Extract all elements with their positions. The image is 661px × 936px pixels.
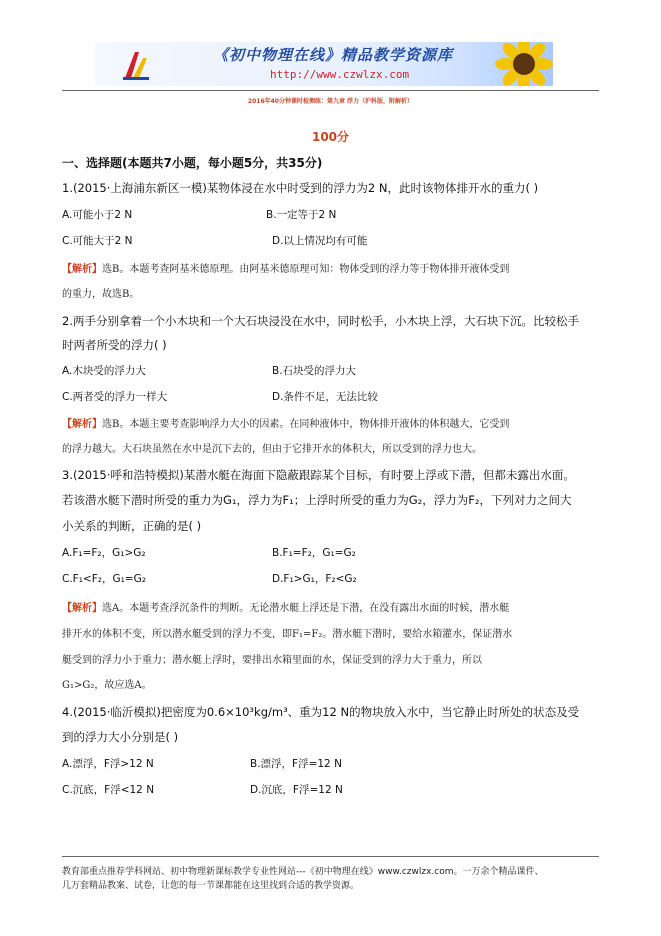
sunflower-icon: [493, 42, 553, 86]
section-heading: 一、选择题(本题共7小题，每小题5分，共35分): [62, 156, 323, 170]
q3-stem-line3: 小关系的判断，正确的是( ): [62, 519, 202, 533]
q3-analysis-line2: 排开水的体积不变，所以潜水艇受到的浮力不变，即F₁=F₂。潜水艇下潜时，要给水箱灌水，保证潜水: [62, 629, 513, 640]
q3-analysis-line4: G₁>G₂，故应选A。: [62, 680, 152, 691]
q4-option-d: D.沉底，F浮=12 N: [250, 784, 343, 796]
footer-line2: 几万套精品教案、试卷，让您的每一节课都能在这里找到合适的教学资源。: [62, 881, 360, 891]
q1-option-c: C.可能大于2 N: [62, 235, 133, 247]
q2-analysis-line1: 【解析】选B。本题主要考查影响浮力大小的因素。在同种液体中，物体排开液体的体积越大，它受到: [62, 419, 510, 430]
q4-stem-line1: 4.(2015·临沂模拟)把密度为0.6×10³kg/m³、重为12 N的物块放入水中，当它静止时所处的状态及受: [62, 705, 580, 719]
q2-option-c: C.两者受的浮力一样大: [62, 391, 168, 403]
footer-rule: [62, 856, 599, 857]
q2-option-d: D.条件不足，无法比较: [272, 391, 378, 403]
q1-analysis-line1: 【解析】选B。本题考查阿基米德原理。由阿基米德原理可知：物体受到的浮力等于物体排开液体受到: [62, 264, 510, 275]
q3-analysis-line3: 艇受到的浮力小于重力；潜水艇上浮时，要排出水箱里面的水，保证受到的浮力大于重力，所以: [62, 655, 482, 666]
q3-stem-line2: 若该潜水艇下潜时所受的重力为G₁，浮力为F₁；上浮时所受的重力为G₂，浮力为F₂，下列对力之间大: [62, 493, 572, 507]
q4-option-b: B.漂浮，F浮=12 N: [250, 758, 342, 770]
header-rule: [62, 90, 599, 91]
q4-stem-line2: 到的浮力大小分别是( ): [62, 730, 179, 744]
q2-option-b: B.石块受的浮力大: [272, 365, 357, 377]
q3-option-c: C.F₁<F₂，G₁=G₂: [62, 573, 146, 585]
total-score: 100分: [311, 130, 350, 144]
q3-analysis-line1: 【解析】选A。本题考查浮沉条件的判断。无论潜水艇上浮还是下潜，在没有露出水面的时候，潜水艇: [62, 603, 510, 614]
footer-line1: 教育部重点推荐学科网站、初中物理新课标教学专业性网站---《初中物理在线》www.czwlzx.com。一万余个精品课件、: [62, 867, 544, 877]
q1-option-a: A.可能小于2 N: [62, 209, 133, 221]
page-title: 2016年40分钟课时检测练：第九章 浮力（沪科版，附解析）: [247, 98, 414, 105]
q1-option-d: D.以上情况均有可能: [272, 235, 368, 247]
header-banner: [95, 42, 553, 86]
q2-analysis-line2: 的浮力越大。大石块虽然在水中是沉下去的，但由于它排开水的体积大，所以受到的浮力也大。: [62, 444, 482, 455]
q2-stem-line2: 时两者所受的浮力( ): [62, 338, 167, 352]
analysis-tag: 【解析】: [62, 264, 102, 275]
q4-option-a: A.漂浮，F浮>12 N: [62, 758, 154, 770]
banner-url[interactable]: http://www.czwlzx.com: [270, 68, 410, 81]
logo-icon: [119, 48, 153, 82]
q1-option-b: B.一定等于2 N: [266, 209, 337, 221]
q1-analysis-line2: 的重力，故选B。: [62, 289, 140, 300]
q3-option-b: B.F₁=F₂，G₁=G₂: [272, 547, 356, 559]
q1-stem: 1.(2015·上海浦东新区一模)某物体浸在水中时受到的浮力为2 N，此时该物体排开水的重力( ): [62, 181, 539, 195]
q2-stem-line1: 2.两手分别拿着一个小木块和一个大石块浸没在水中，同时松手，小木块上浮，大石块下沉。比较松手: [62, 314, 579, 328]
banner-title: 《初中物理在线》精品教学资源库: [213, 46, 454, 64]
q3-option-d: D.F₁>G₁，F₂<G₂: [272, 573, 357, 585]
q3-option-a: A.F₁=F₂，G₁>G₂: [62, 547, 146, 559]
analysis-tag: 【解析】: [62, 419, 102, 430]
q4-option-c: C.沉底，F浮<12 N: [62, 784, 155, 796]
q2-option-a: A.木块受的浮力大: [62, 365, 146, 377]
analysis-tag: 【解析】: [62, 603, 102, 614]
q3-stem-line1: 3.(2015·呼和浩特模拟)某潜水艇在海面下隐蔽跟踪某个目标，有时要上浮或下潜，但都未露出水面。: [62, 468, 575, 482]
